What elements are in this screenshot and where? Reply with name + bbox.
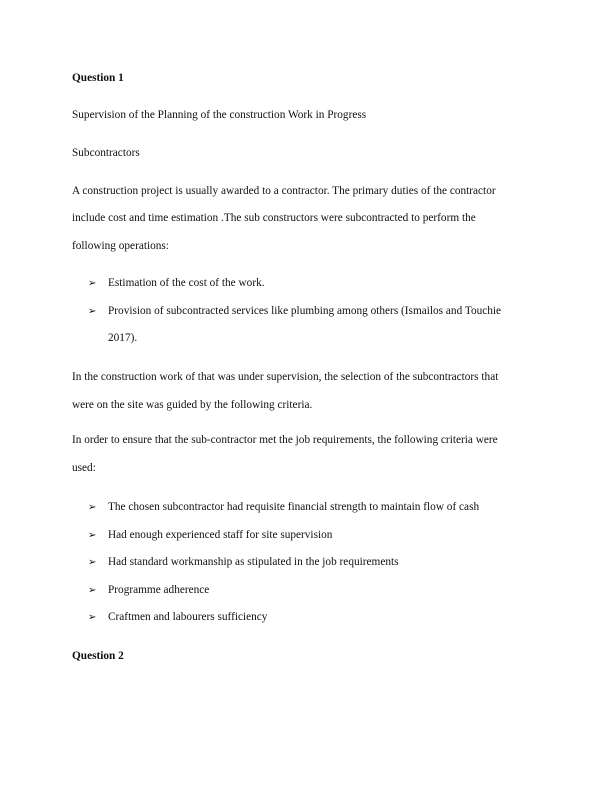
selection-line: In the construction work of that was under supervision, the selection of the subcontractors that [72, 371, 499, 383]
section-subcontractors: Subcontractors [72, 147, 140, 159]
list-item [72, 494, 540, 522]
list-item-text: 2017). [108, 332, 138, 344]
list-item [72, 298, 540, 353]
list-item-text: Programme adherence [108, 583, 210, 596]
list-item-text: Estimation of the cost of the work. [108, 277, 265, 289]
arrowhead-bullet-icon: ➢ [88, 502, 97, 513]
list-item-text: Provision of subcontracted services like plumbing among others (Ismailos and Touchie [108, 304, 502, 317]
intro-line: A construction project is usually awarded to a contractor. The primary duties of the contractor [72, 185, 496, 197]
list-item [72, 604, 540, 632]
selection-line: were on the site was guided by the following criteria. [72, 399, 313, 411]
list-item [72, 549, 540, 577]
criteria-intro-line: used: [72, 462, 96, 474]
list-item [72, 577, 540, 605]
question-1-heading: Question 1 [72, 72, 124, 84]
question-2-heading: Question 2 [72, 650, 124, 662]
operations-list [72, 270, 540, 353]
criteria-list [72, 494, 540, 632]
intro-line: following operations: [72, 240, 169, 252]
list-item [72, 270, 540, 298]
question-1-subtitle: Supervision of the Planning of the construction Work in Progress [72, 109, 367, 121]
arrowhead-bullet-icon: ➢ [88, 529, 97, 541]
list-item-text: The chosen subcontractor had requisite financial strength to maintain flow of cash [108, 501, 480, 513]
intro-line: include cost and time estimation .The sub constructors were subcontracted to perform the [72, 212, 476, 224]
list-item-text: Craftmen and labourers sufficiency [108, 611, 268, 623]
arrowhead-bullet-icon: ➢ [88, 278, 97, 289]
arrowhead-bullet-icon: ➢ [88, 612, 97, 623]
arrowhead-bullet-icon: ➢ [88, 557, 97, 568]
list-item-text: Had enough experienced staff for site supervision [108, 528, 333, 541]
list-item-text: Had standard workmanship as stipulated in the job requirements [108, 556, 399, 568]
arrowhead-bullet-icon: ➢ [88, 584, 97, 596]
criteria-intro-line: In order to ensure that the sub-contractor met the job requirements, the following criteria were [72, 434, 498, 446]
arrowhead-bullet-icon: ➢ [88, 305, 97, 317]
list-item [72, 522, 540, 550]
